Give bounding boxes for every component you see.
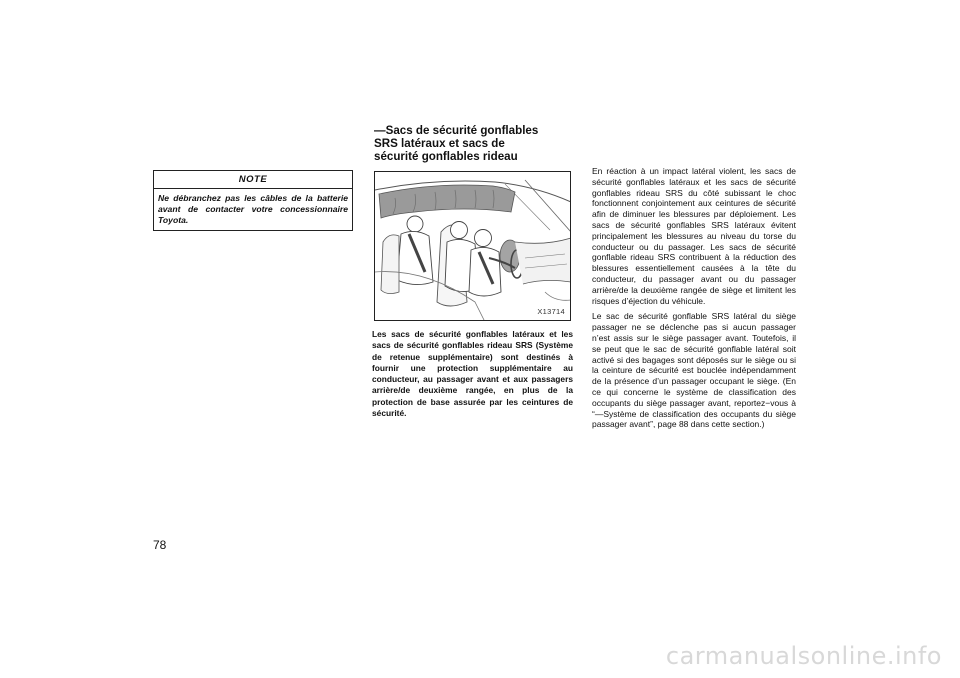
section-heading-line-3: sécurité gonflables rideau xyxy=(374,150,518,163)
watermark: carmanualsonline.info xyxy=(665,642,942,670)
body-paragraph-1: En réaction à un impact latéral violent, les sacs de sécurité gonflables latéraux et les sacs de sécurité gonflables rideau SRS du côté subissant le choc fonctionnent conjointement aux ceintures de sécurité afin de diminuer les blessures par déploiement. Les sacs de sécurité gonflables SRS latéraux évitent principalement les blessures au niveau du torse du conducteur ou du passager. Les sacs de sécurité gonflable rideau SRS contribuent à la réduction des blessures essentiellement causées à la tête du conducteur, du passager avant ou du passager arrière/de la deuxième rangée de siège et limitent les risques d’éjection du véhicule. xyxy=(592,166,796,306)
body-text-column xyxy=(592,166,796,435)
page-number: 78 xyxy=(153,538,167,552)
section-heading-line-2: SRS latéraux et sacs de xyxy=(374,137,505,150)
note-text: Ne débranchez pas les câbles de la batterie avant de contacter votre concessionnaire Toyota. xyxy=(158,193,348,225)
section-heading-line-1: —Sacs de sécurité gonflables xyxy=(374,124,539,137)
note-box xyxy=(153,170,353,231)
body-paragraph-2: Le sac de sécurité gonflable SRS latéral du siège passager ne se déclenche pas si aucun passager n’est assis sur le siège passager avant. Toutefois, il se peut que le sac de sécurité gonflable latéral soit activé si des bagages sont déposés sur le siège ou si la ceinture de sécurité est bouclée indépendamment de la présence d’un passager occupant le siège. (En ce qui concerne le système de classification des occupants du siège passager avant, reportez−vous à “—Système de classification des occupants du siège passager avant”, page 88 dans cette section.) xyxy=(592,311,796,430)
airbag-illustration xyxy=(374,171,571,321)
note-divider xyxy=(154,188,352,189)
airbag-illustration-icon xyxy=(375,172,571,321)
illustration-caption: Les sacs de sécurité gonflables latéraux et les sacs de sécurité gonflables rideau SRS (Système de retenue supplémentaire) sont destinés à fournir une protection supplémentaire au conducteur, au passager avant et aux passagers arrière/de deuxième rangée, en plus de la protection de base assurée par les ceintures de sécurité. xyxy=(372,329,573,419)
illustration-code: X13714 xyxy=(537,307,565,316)
note-title: NOTE xyxy=(238,174,268,185)
section-heading xyxy=(374,124,574,163)
